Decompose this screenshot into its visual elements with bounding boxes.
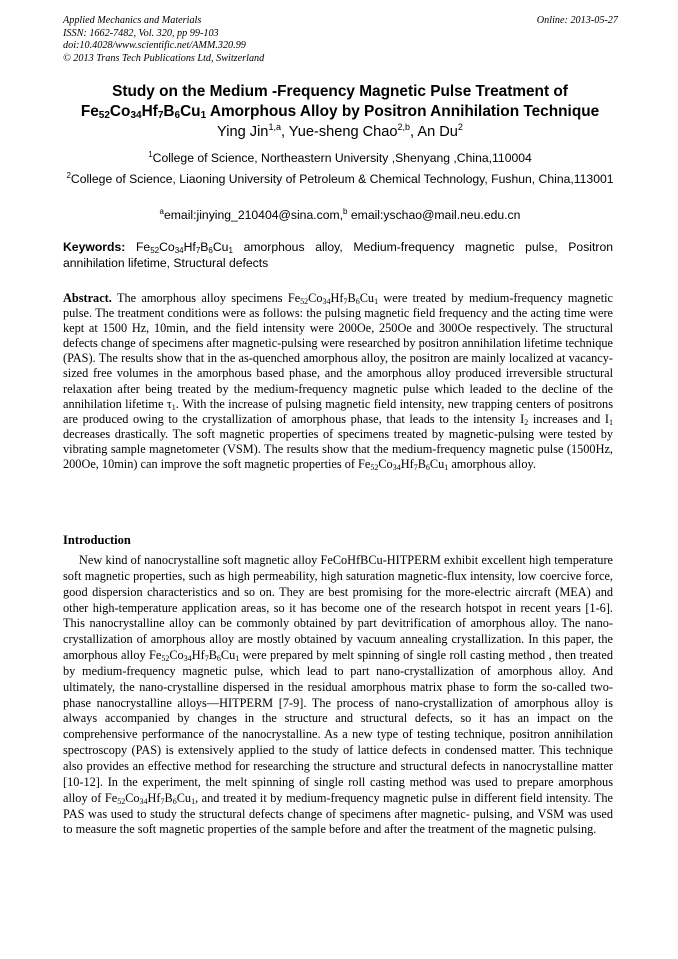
sub: 34 bbox=[174, 246, 184, 255]
abs-co: Co bbox=[378, 457, 393, 472]
sub: 7 bbox=[195, 246, 201, 255]
journal-name: Applied Mechanics and Materials bbox=[63, 15, 202, 26]
author-2-sup: 2,b bbox=[397, 122, 411, 132]
kw-b: B bbox=[200, 240, 209, 254]
section-heading-introduction: Introduction bbox=[63, 533, 131, 547]
sub: 52 bbox=[161, 654, 170, 664]
email-b: email:yschao@mail.neu.edu.cn bbox=[347, 208, 521, 222]
sub: 1 bbox=[374, 297, 379, 306]
sub: 34 bbox=[322, 297, 331, 306]
abstract-text: decreases drastically. The soft magnetic properties of specimens treated by magnetic-pulsing were tested by vibrating sample magnetometer (VSM). The results show that the medium-frequency magnetic pulse (1500Hz, 200Oe, 10min) can improve the soft magnetic properties of bbox=[63, 426, 613, 472]
abstract bbox=[63, 291, 613, 472]
intro-hf: Hf bbox=[191, 648, 205, 663]
tau-symbol: τ bbox=[166, 396, 172, 411]
sub: 7 bbox=[157, 110, 164, 121]
author-list bbox=[40, 123, 640, 141]
title-line-2 bbox=[40, 102, 640, 122]
sub: 6 bbox=[355, 297, 360, 306]
abs-hf: Hf bbox=[400, 457, 414, 472]
formula-hf: Hf bbox=[141, 103, 158, 120]
sub: 2 bbox=[524, 417, 529, 427]
intensity-i2: I bbox=[520, 411, 525, 426]
aff-1-text: College of Science, Northeastern University ,Shenyang ,China,110004 bbox=[152, 151, 532, 165]
intro-cu: Cu bbox=[220, 648, 236, 663]
sub: 1 bbox=[444, 463, 449, 473]
issn-line: ISSN: 1662-7482, Vol. 320, pp 99-103 bbox=[63, 27, 219, 39]
sub: 6 bbox=[216, 654, 221, 664]
intro-b: B bbox=[208, 648, 217, 663]
keywords bbox=[63, 240, 613, 271]
intensity-i1: I bbox=[604, 411, 609, 426]
introduction-paragraph bbox=[63, 553, 613, 838]
intro-text: New kind of nanocrystalline soft magnetic alloy FeCoHfBCu-HITPERM exhibit excellent high temperature soft magnetic properties, such as high permeability, high saturation magnetic-flux intensity, low coercive force, good dispersion characteristics and so on. They are best promising for the more-electric aircraft (MEA) and other high-temperature application areas, so it has become one of the research hotspot in recent years [1-6]. This nanocrystalline alloy can be commonly obtained by part devitrification of amorphous alloy. The nano-crystallization of amorphous alloy are mostly obtained by vacuum annealing crystallization. In this paper, the amorphous alloy bbox=[63, 553, 613, 663]
doi-line: doi:10.4028/www.scientific.net/AMM.320.99 bbox=[63, 40, 246, 52]
abstract-text: increases and bbox=[528, 411, 605, 426]
abs-cu: Cu bbox=[429, 457, 445, 472]
sub: 1 bbox=[235, 654, 240, 664]
title-line-1: Study on the Medium -Frequency Magnetic Pulse Treatment of bbox=[112, 83, 568, 100]
kw-hf: Hf bbox=[183, 240, 196, 254]
intro-fe: Fe bbox=[104, 790, 118, 805]
author-1: Ying Jin bbox=[217, 124, 269, 140]
sub: 52 bbox=[150, 246, 160, 255]
abstract-text: . With the increase of pulsing magnetic field intensity, new trapping centers of positrons are produced owing to the crystallization of amorphous phase, that leads to the intensity bbox=[63, 396, 613, 426]
sub: 6 bbox=[174, 110, 181, 121]
sub: 6 bbox=[425, 463, 430, 473]
sub: 1 bbox=[171, 402, 176, 412]
online-date: Online: 2013-05-27 bbox=[536, 15, 618, 26]
kw-co: Co bbox=[159, 240, 175, 254]
author-1-sup: 1,a bbox=[268, 122, 281, 132]
journal-header bbox=[63, 15, 618, 65]
sub: 34 bbox=[392, 463, 401, 473]
keywords-text: amorphous alloy, Medium-frequency magnetic pulse, Positron annihilation lifetime, Structural defects bbox=[63, 240, 614, 270]
sub: 7 bbox=[343, 297, 348, 306]
sub: 7 bbox=[204, 654, 209, 664]
sub: 52 bbox=[370, 463, 379, 473]
sub: 34 bbox=[130, 110, 142, 121]
author-3-sup: 2 bbox=[457, 122, 463, 132]
intro-fe: Fe bbox=[149, 648, 162, 663]
abs-b: B bbox=[417, 457, 426, 472]
intro-b: B bbox=[164, 790, 173, 805]
abs-co: Co bbox=[308, 291, 323, 305]
abs-b: B bbox=[347, 291, 356, 305]
abstract-text: amorphous alloy. bbox=[448, 457, 536, 472]
email-line bbox=[60, 207, 620, 223]
sub: 52 bbox=[300, 297, 309, 306]
formula-cu: Cu bbox=[180, 103, 201, 120]
abs-hf: Hf bbox=[330, 291, 344, 305]
intro-co: Co bbox=[169, 648, 184, 663]
sub: 7 bbox=[413, 463, 418, 473]
formula-b: B bbox=[163, 103, 175, 120]
aff-1-sup: 1 bbox=[148, 150, 153, 159]
abstract-text: were treated by medium-frequency magnetic pulse. The treatment conditions were as follows: the pulsing magnetic field frequency and the acting time were kept at 1500 Hz, 10min, and the field intensity were 200Oe, 250Oe and 300Oe respectively. The structural defects change of specimens after magnetic-pulsing were researched by positron annihilation lifetime technique (PAS). The results show that in the as-quenched amorphous alloy, the positron are mainly localized at vacancy-sized free volumes in the amorphous based phase, and the amorphous alloy produced irreversible structural relaxation after being treated by the medium-frequency magnetic pulse which leaded to the decline of the annihilation lifetime bbox=[63, 291, 613, 411]
aff-2-sup: 2 bbox=[66, 171, 71, 180]
keywords-label: Keywords: bbox=[63, 240, 126, 254]
sub: 1 bbox=[200, 110, 207, 121]
sub: 34 bbox=[139, 796, 148, 806]
abs-fe: Fe bbox=[358, 457, 371, 472]
sub: 1 bbox=[228, 246, 233, 255]
copyright-line: © 2013 Trans Tech Publications Ltd, Switzerland bbox=[63, 52, 265, 64]
email-a-sup: a bbox=[159, 207, 164, 216]
kw-fe: Fe bbox=[135, 240, 151, 254]
email-a: email:jinying_210404@sina.com, bbox=[164, 208, 344, 222]
intro-co: Co bbox=[125, 790, 140, 805]
formula-co: Co bbox=[109, 103, 131, 120]
sub: 6 bbox=[208, 246, 213, 255]
intro-text: , and treated it by medium-frequency magnetic pulse in different field intensity. The PAS was used to study the structural defects change of specimens after magnetic- pulsing, and VSM was used to measure the soft magnetic properties of the sample before and after the treatment of the magnetic pulsing. bbox=[63, 790, 613, 837]
sub: 1 bbox=[191, 796, 196, 806]
sub: 6 bbox=[172, 796, 177, 806]
abs-cu: Cu bbox=[359, 291, 375, 305]
affiliation-1 bbox=[60, 150, 620, 166]
sub: 7 bbox=[160, 796, 165, 806]
author-3: , An Du bbox=[410, 124, 458, 140]
abstract-label: Abstract. bbox=[63, 291, 112, 305]
sub: 34 bbox=[183, 654, 192, 664]
sub: 52 bbox=[98, 110, 110, 121]
intro-cu: Cu bbox=[176, 790, 192, 805]
sub: 52 bbox=[117, 796, 126, 806]
aff-2-text: College of Science, Liaoning University of Petroleum & Chemical Technology, Fushun, China,113001 bbox=[70, 172, 614, 186]
formula-fe: Fe bbox=[80, 103, 99, 120]
abs-fe: Fe bbox=[287, 291, 301, 305]
affiliation-2 bbox=[60, 171, 620, 187]
intro-text: were prepared by melt spinning of single roll casting method , then treated by medium-frequency magnetic pulse, which lead to part nano-crystallization of amorphous alloy. And ultimately, the nano-crystalline dispersed in the residual amorphous matrix phase to form the so-called two-phase nanocrystalline alloys—HITPERM [7-9]. The process of nano-crystallization of amorphous alloy is always accompanied by changes in the structure and structural defects, so it has an impact on the comprehensive performance of the nanocrystalline. As a new type of testing technique, positron annihilation spectroscopy (PAS) is extensively applied to the study of lattice defects in condensed matter. This technique also provides an effective method for researching the structure and structural defects in nanocrystalline matter [10-12]. In the experiment, the melt spinning of single roll casting method was used to prepare amorphous alloy of bbox=[63, 648, 614, 805]
email-b-sup: b bbox=[343, 207, 348, 216]
intro-hf: Hf bbox=[147, 790, 161, 805]
sub: 1 bbox=[609, 417, 613, 427]
abstract-text: The amorphous alloy specimens bbox=[111, 291, 288, 305]
author-2: , Yue-sheng Chao bbox=[280, 124, 398, 140]
title-line-2-rest: Amorphous Alloy by Positron Annihilation Technique bbox=[206, 103, 600, 120]
paper-title bbox=[40, 82, 640, 122]
kw-cu: Cu bbox=[212, 240, 229, 254]
